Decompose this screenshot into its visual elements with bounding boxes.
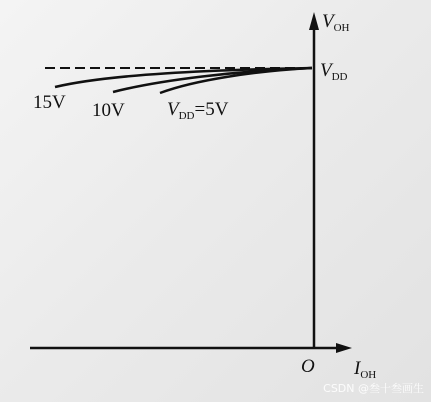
x-axis-arrow xyxy=(336,343,352,353)
origin-label: O xyxy=(301,356,315,377)
vdd-level-label: $V_{DD}$ xyxy=(320,60,348,83)
y-axis-label: $V_{OH}$ xyxy=(322,11,350,34)
watermark: CSDN @叁十叁画生 xyxy=(323,382,424,395)
y-axis-arrow xyxy=(309,12,319,30)
curve-label-15v: 15V xyxy=(33,92,66,113)
curve-label-10v: 10V xyxy=(92,100,125,121)
x-axis-label: $I_{OH}$ xyxy=(354,358,377,381)
curve-label-5v: $V_{DD}=5V$ xyxy=(167,99,229,122)
